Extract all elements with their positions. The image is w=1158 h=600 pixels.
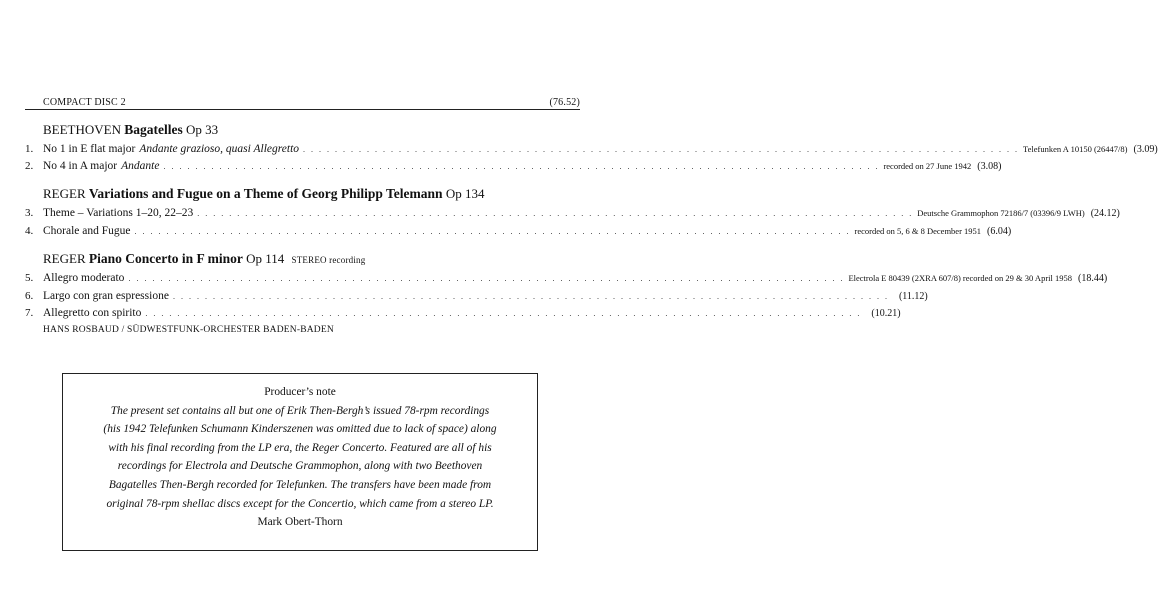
note-line: with his final recording from the LP era, the Reger Concerto. Featured are all of his <box>108 441 492 454</box>
dot-leader: . . . . . . . . . . . . . . . . . . . . . . . . . . . . . . . . . . . . . . . . . . . . . . . . . . . . . . . . . . . . . . . . . . . . . . . . . . . . . . . . . . . . . . . . . . <box>134 227 851 236</box>
note-line: original 78-rpm shellac discs except for the Concertio, which came from a stereo LP. <box>106 497 494 510</box>
track-duration: (18.44) <box>1078 273 1108 284</box>
track-row <box>25 290 928 304</box>
track-number: 7. <box>25 307 34 319</box>
track-tempo: Andante <box>121 160 160 172</box>
track-number: 4. <box>25 225 34 237</box>
track-number: 5. <box>25 272 34 284</box>
dot-leader: . . . . . . . . . . . . . . . . . . . . . . . . . . . . . . . . . . . . . . . . . . . . . . . . . . . . . . . . . . . . . . . . . . . . . . . . . . . . . . . . . . . . . . . . . . <box>303 145 1020 154</box>
opus: Op 33 <box>186 122 219 137</box>
track-row <box>25 207 1120 221</box>
track-number: 3. <box>25 207 34 219</box>
stereo-label: STEREO recording <box>291 255 366 265</box>
track-duration: (11.12) <box>898 291 928 302</box>
note-heading: Producer’s note <box>264 386 336 398</box>
track-source: recorded on 5, 6 & 8 December 1951 <box>854 226 982 236</box>
dot-leader: . . . . . . . . . . . . . . . . . . . . . . . . . . . . . . . . . . . . . . . . . . . . . . . . . . . . . . . . . . . . . . . . . . . . . . . . . . . . . . . . . . . . . . . . . . <box>172 292 889 301</box>
disc-header <box>25 95 580 110</box>
work-heading-reger-concerto <box>43 251 365 267</box>
dot-leader: . . . . . . . . . . . . . . . . . . . . . . . . . . . . . . . . . . . . . . . . . . . . . . . . . . . . . . . . . . . . . . . . . . . . . . . . . . . . . . . . . . . . . . . . . . <box>163 162 880 171</box>
opus: Op 114 <box>246 251 285 266</box>
work-title: Piano Concerto in F minor <box>88 251 243 266</box>
track-title: Theme – Variations 1–20, 22–23 <box>43 207 194 219</box>
track-title: Allegretto con spirito <box>43 307 142 319</box>
track-number: 1. <box>25 143 34 155</box>
dot-leader: . . . . . . . . . . . . . . . . . . . . . . . . . . . . . . . . . . . . . . . . . . . . . . . . . . . . . . . . . . . . . . . . . . . . . . . . . . . . . . . . . . . . . . . . . . <box>197 209 914 218</box>
track-title: No 1 in E flat major <box>43 143 136 155</box>
track-source: Deutsche Grammophon 72186/7 (03396/9 LWH) <box>917 208 1085 218</box>
producer-note-box <box>62 373 538 551</box>
note-line: (his 1942 Telefunken Schumann Kinderszenen was omitted due to lack of space) along <box>103 423 497 436</box>
opus: Op 134 <box>445 186 485 201</box>
composer: BEETHOVEN <box>43 122 121 137</box>
note-line: The present set contains all but one of Erik Then-Bergh’s issued 78-rpm recordings <box>110 404 490 417</box>
dot-leader: . . . . . . . . . . . . . . . . . . . . . . . . . . . . . . . . . . . . . . . . . . . . . . . . . . . . . . . . . . . . . . . . . . . . . . . . . . . . . . . . . . . . . . . . . . <box>145 309 862 318</box>
composer: REGER <box>43 186 86 201</box>
track-row <box>25 307 901 321</box>
disc-duration: (76.52) <box>549 97 580 108</box>
track-source: Electrola E 80439 (2XRA 607/8) recorded on 29 & 30 April 1958 <box>848 273 1072 283</box>
dot-leader: . . . . . . . . . . . . . . . . . . . . . . . . . . . . . . . . . . . . . . . . . . . . . . . . . . . . . . . . . . . . . . . . . . . . . . . . . . . . . . . . . . . . . . . . . . <box>128 274 845 283</box>
track-duration: (10.21) <box>871 308 901 319</box>
track-source: Telefunken A 10150 (26447/8) <box>1023 144 1128 154</box>
track-title: Allegro moderato <box>43 272 125 284</box>
track-row <box>25 272 1108 286</box>
work-title: Bagatelles <box>124 122 183 137</box>
performers: HANS ROSBAUD / SÜDWESTFUNK-ORCHESTER BADEN-BADEN <box>43 325 334 335</box>
track-title: Largo con gran espressione <box>43 290 169 302</box>
track-title: Chorale and Fugue <box>43 225 131 237</box>
composer: REGER <box>43 251 86 266</box>
track-row <box>25 143 1158 157</box>
work-heading-reger-variations <box>43 186 484 202</box>
work-heading-beethoven <box>43 122 218 138</box>
track-duration: (24.12) <box>1090 208 1120 219</box>
disc-label: COMPACT DISC 2 <box>43 97 126 108</box>
track-row <box>25 225 1012 239</box>
track-row <box>25 160 1002 174</box>
track-number: 6. <box>25 290 34 302</box>
track-duration: (6.04) <box>987 226 1012 237</box>
track-duration: (3.09) <box>1133 144 1158 155</box>
track-tempo: Andante grazioso, quasi Allegretto <box>139 143 300 155</box>
track-source: recorded on 27 June 1942 <box>883 161 972 171</box>
note-line: Bagatelles Then-Bergh recorded for Telefunken. The transfers have been made from <box>108 478 492 491</box>
track-duration: (3.08) <box>977 161 1002 172</box>
note-signature: Mark Obert-Thorn <box>257 516 343 529</box>
note-line: recordings for Electrola and Deutsche Grammophon, along with two Beethoven <box>117 460 483 473</box>
track-title: No 4 in A major <box>43 160 118 172</box>
track-number: 2. <box>25 160 34 172</box>
work-title: Variations and Fugue on a Theme of Georg Philipp Telemann <box>88 186 443 201</box>
